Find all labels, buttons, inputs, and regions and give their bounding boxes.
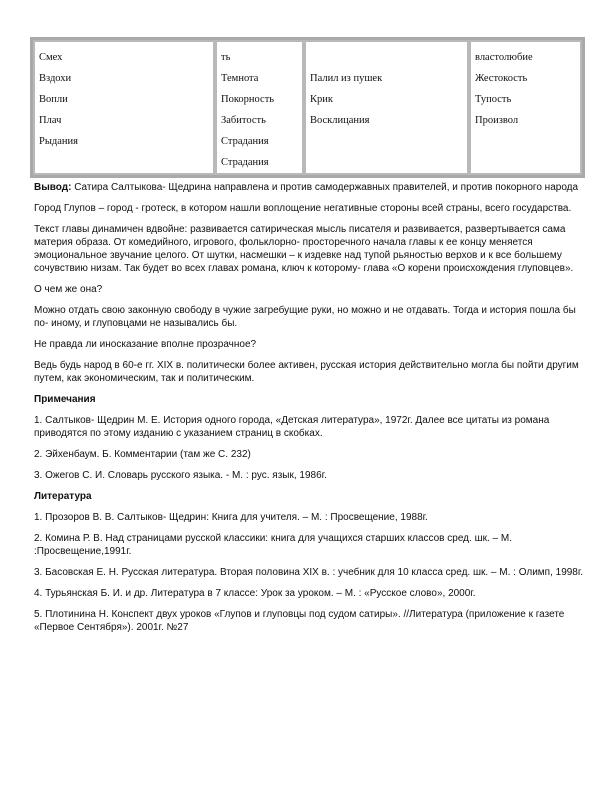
literature-item: 4. Турьянская Б. И. и др. Литература в 7 классе: Урок за уроком. – М. : «Русское слово», 2000г. xyxy=(34,588,476,599)
table-cell-col-1 xyxy=(33,40,215,175)
table-cell-line: Рыдания xyxy=(39,136,78,147)
body-paragraph: Город Глупов – город - гротеск, в котором нашли воплощение негативные стороны всей страны, всего государства. xyxy=(34,203,572,214)
table-cell-line: Вздохи xyxy=(39,73,72,84)
document-body xyxy=(34,181,584,642)
body-paragraph: Текст главы динамичен вдвойне: развивается сатирическая мысль писателя и развивается, развертывается сама материя образа. От комедийного, игрового, фольклорно- просторечного начала главы к ее концу меняется эмоциональное звучание целого. От шутки, насмешки – к издевке над тупой рьяностью верхов и к все большему сочувствию низам. Так будет во всех главах романа, ключ к которому- глава «О корени происхождения глуповцев». xyxy=(34,224,574,274)
table-cell-line: Смех xyxy=(39,52,63,63)
table-cell-line: Тупость xyxy=(475,94,512,105)
body-paragraph: О чем же она? xyxy=(34,284,103,295)
table-cell-line: Восклицания xyxy=(310,115,370,126)
body-paragraph: Ведь будь народ в 60-е гг. XIX в. политически более активен, русская история действительно могла бы пойти другим путем, как экономическим, так и политическим. xyxy=(34,360,579,384)
table-cell-line: Палил из пушек xyxy=(310,73,383,84)
table-cell-line: Забитость xyxy=(221,115,266,126)
note-item: 2. Эйхенбаум. Б. Комментарии (там же С. 232) xyxy=(34,449,251,460)
literature-item: 2. Комина Р. В. Над страницами русской классики: книга для учащихся старших классов сред. шк. – М. :Просвещение,1991г. xyxy=(34,533,512,557)
table-cell-line: властолюбие xyxy=(475,52,533,63)
note-item: 3. Ожегов С. И. Словарь русского языка. - М. : рус. язык, 1986г. xyxy=(34,470,327,481)
table-cell-col-4 xyxy=(469,40,582,175)
conclusion-paragraph xyxy=(34,181,584,194)
table-cell-line xyxy=(310,47,463,68)
conclusion-text: Сатира Салтыкова- Щедрина направлена и против самодержавных правителей, и против покорного народа xyxy=(71,182,579,193)
word-table-container xyxy=(30,37,579,177)
literature-item: 5. Плотинина Н. Конспект двух уроков «Глупов и глуповцы под судом сатиры». //Литература (приложение к газете «Первое Сентября»). 2001г. №27 xyxy=(34,609,565,633)
table-cell-line: Крик xyxy=(310,94,333,105)
word-table xyxy=(30,37,585,178)
table-cell-line: Плач xyxy=(39,115,62,126)
literature-heading: Литература xyxy=(34,491,92,502)
table-cell-col-2 xyxy=(215,40,304,175)
notes-heading: Примечания xyxy=(34,394,96,405)
literature-item: 3. Басовская Е. Н. Русская литература. Вторая половина XIX в. : учебник для 10 класса сред. шк. – М. : Олимп, 1998г. xyxy=(34,567,584,578)
table-row xyxy=(33,40,582,175)
table-cell-line: Темнота xyxy=(221,73,259,84)
table-cell-line: Страдания xyxy=(221,157,269,168)
body-paragraph: Не правда ли иносказание вполне прозрачное? xyxy=(34,339,257,350)
literature-item: 1. Прозоров В. В. Салтыков- Щедрин: Книга для учителя. – М. : Просвещение, 1988г. xyxy=(34,512,428,523)
table-cell-line: ть xyxy=(221,52,231,63)
table-cell-line: Страдания xyxy=(221,136,269,147)
body-paragraph: Можно отдать свою законную свободу в чужие загребущие руки, но можно и не отдавать. Тогда и история пошла бы по- иному, и глуповцами не назывались бы. xyxy=(34,305,576,329)
table-cell-line: Покорность xyxy=(221,94,275,105)
note-item: 1. Салтыков- Щедрин М. Е. История одного города, «Детская литература», 1972г. Далее все цитаты из романа приводятся по этому изданию с указанием страниц в скобках. xyxy=(34,415,550,439)
table-cell-line: Произвол xyxy=(475,115,519,126)
table-cell-col-3 xyxy=(304,40,469,175)
table-cell-line: Вопли xyxy=(39,94,68,105)
conclusion-label: Вывод: xyxy=(34,182,72,193)
table-cell-line: Жестокость xyxy=(475,73,528,84)
